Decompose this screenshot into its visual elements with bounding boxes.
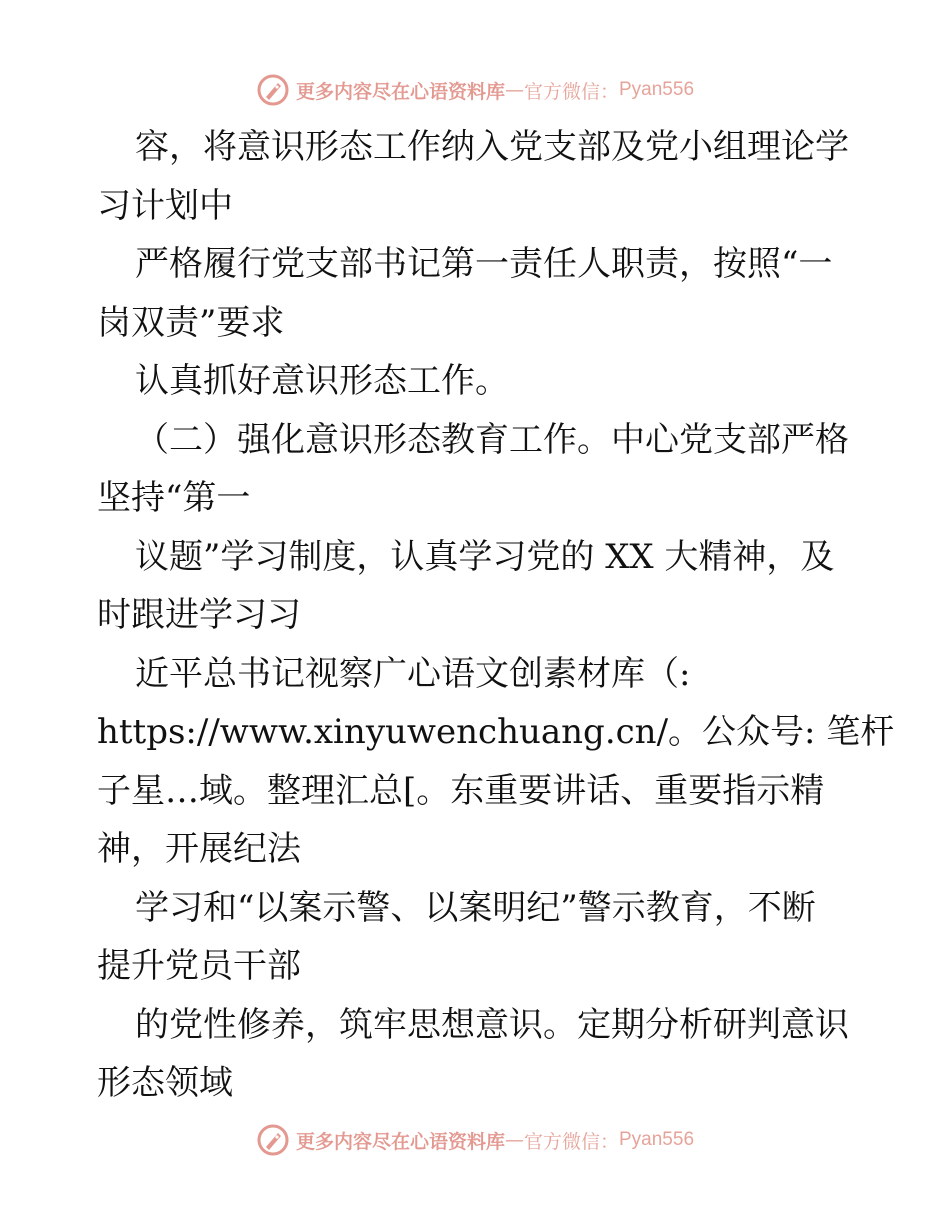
watermark-separator: —	[504, 1129, 524, 1151]
text-line: 神，开展纪法	[97, 829, 301, 869]
text-line: 认真抓好意识形态工作。	[135, 361, 509, 401]
document-body	[97, 118, 895, 1113]
watermark-wechat-id: Pyan556	[619, 1129, 695, 1150]
watermark-official-label: 官方微信：	[523, 1130, 619, 1153]
pen-nib-logo-icon	[256, 1123, 290, 1157]
watermark-brand: 更多内容尽在心语资料库	[295, 1130, 505, 1153]
watermark-wechat-id: Pyan556	[619, 79, 695, 100]
text-line: https://www.xinyuwenchuang.cn/。公众号: 笔杆	[97, 712, 895, 752]
text-line: 子星…域。整理汇总[。东重要讲话、重要指示精	[97, 770, 825, 811]
text-line: 学习和“以案示警、以案明纪”警示教育，不断	[135, 887, 816, 928]
watermark-separator: —	[504, 79, 524, 101]
watermark-official-label: 官方微信：	[523, 80, 619, 103]
text-line: 的党性修养，筑牢思想意识。定期分析研判意识	[135, 1004, 849, 1045]
watermark-brand: 更多内容尽在心语资料库	[295, 80, 505, 103]
text-line: 议题”学习制度，认真学习党的 XX 大精神，及	[135, 536, 835, 577]
text-line: 近平总书记视察广心语文创素材库（:	[135, 653, 691, 694]
text-line: 严格履行党支部书记第一责任人职责，按照“一	[135, 244, 833, 284]
text-line: 提升党员干部	[97, 946, 301, 986]
text-line: 容，将意识形态工作纳入党支部及党小组理论学	[135, 127, 849, 167]
text-line: 岗双责”要求	[97, 302, 285, 343]
header-watermark	[0, 70, 950, 110]
footer-watermark	[0, 1120, 950, 1160]
text-line: 坚持“第一	[97, 478, 251, 518]
pen-nib-logo-icon	[256, 73, 290, 107]
text-line: 形态领域	[97, 1063, 233, 1103]
text-line: 时跟进学习习	[97, 595, 301, 635]
text-line: （二）强化意识形态教育工作。中心党支部严格	[135, 419, 849, 460]
text-line: 习计划中	[97, 185, 233, 226]
